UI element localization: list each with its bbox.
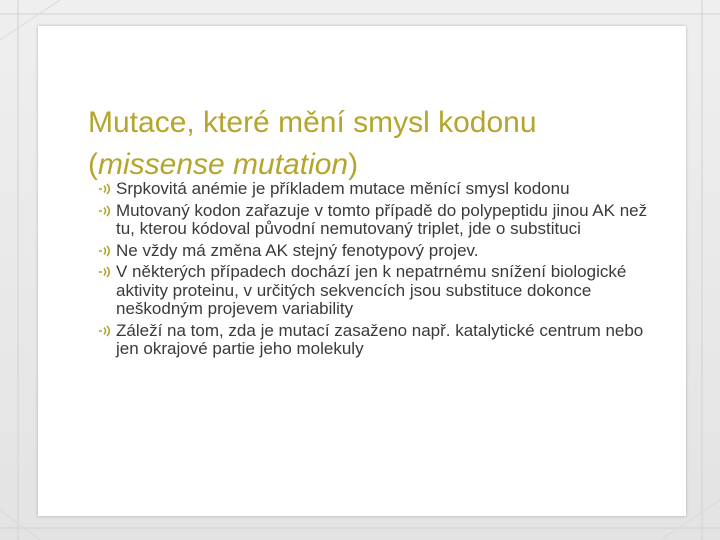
bullet-item [98, 180, 658, 199]
bullet-text: Mutovaný kodon zařazuje v tomto případě do polypeptidu jinou AK než tu, kterou kódoval původní nemutovaný triplet, jde o substituci [116, 200, 648, 238]
bullet-item [98, 202, 658, 239]
bullet-item [98, 263, 658, 319]
bullet-item [98, 242, 658, 261]
title-paren-close: ) [348, 148, 359, 182]
wifi-arrow-icon [98, 266, 114, 278]
bullet-text: Záleží na tom, zda je mutací zasaženo např. katalytické centrum nebo jen okrajové partie jeho molekuly [116, 320, 644, 358]
wifi-arrow-icon [98, 325, 114, 337]
wifi-arrow-icon [98, 245, 114, 257]
bullet-item [98, 322, 658, 359]
bullet-list [98, 180, 658, 362]
title-paren-open: ( [88, 148, 98, 182]
wifi-arrow-icon [98, 183, 114, 195]
slide-title [88, 102, 688, 186]
wifi-arrow-icon [98, 205, 114, 217]
bullet-text: Srpkovitá anémie je příkladem mutace měnící smysl kodonu [116, 179, 570, 198]
bullet-text: V některých případech dochází jen k nepatrnému snížení biologické aktivity proteinu, v určitých sekvencích jsou substituce dokonce neškodným projevem variability [116, 262, 627, 318]
slide-title-line1: Mutace, které mění smysl kodonu [88, 106, 537, 140]
slide-title-italic: missense mutation [98, 148, 349, 182]
bullet-text: Ne vždy má změna AK stejný fenotypový projev. [116, 240, 479, 260]
